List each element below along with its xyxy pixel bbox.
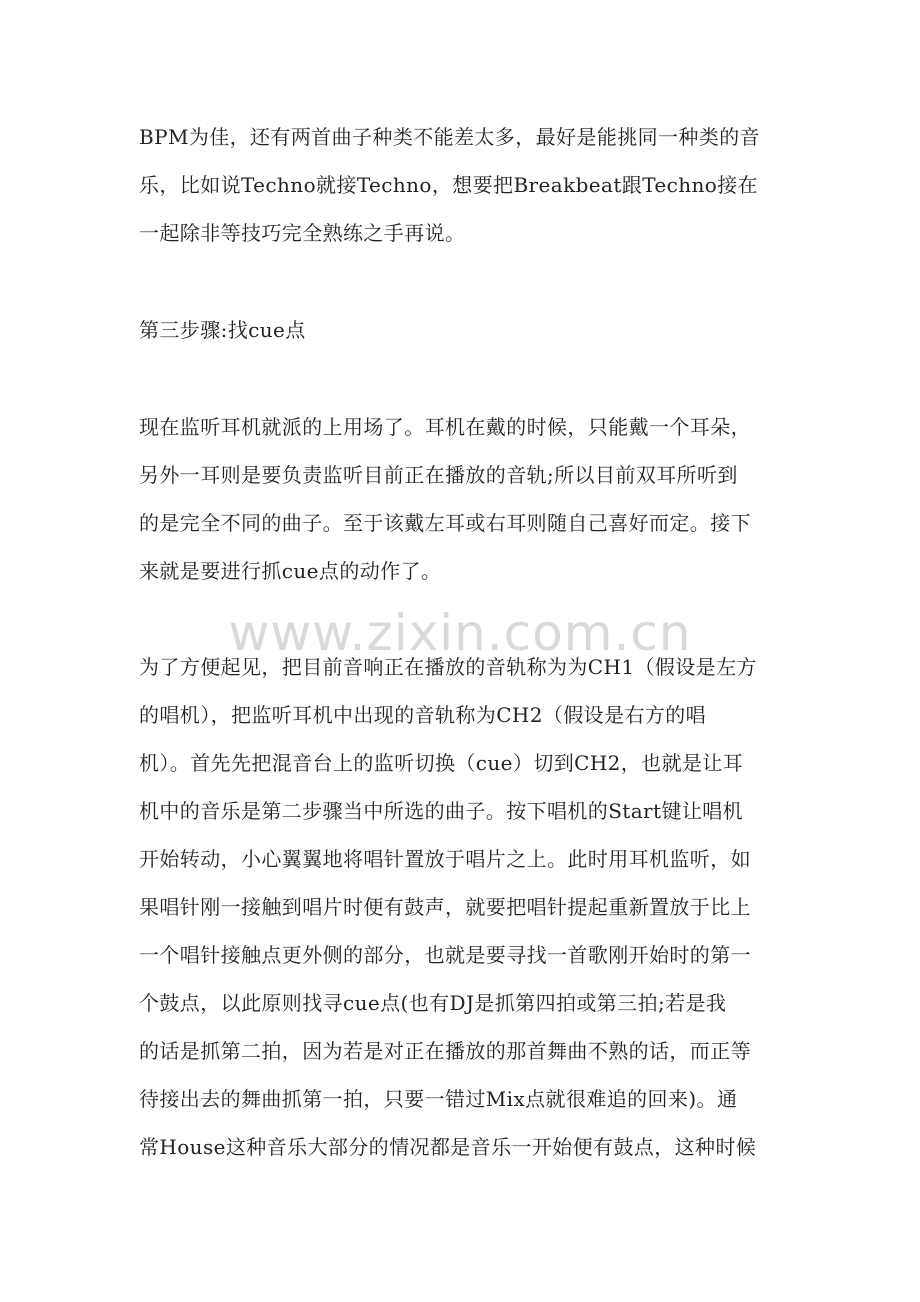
paragraph-3-line-7: 一个唱针接触点更外侧的部分，也就是要寻找一首歌刚开始时的第一 <box>139 943 751 967</box>
paragraph-3-line-6: 果唱针刚一接触到唱片时便有鼓声，就要把唱针提起重新置放于比上 <box>139 895 751 919</box>
paragraph-1-line-2: 乐，比如说Techno就接Techno，想要把Breakbeat跟Techno接在 <box>139 173 759 197</box>
paragraph-1-line-3: 一起除非等技巧完全熟练之手再说。 <box>139 221 466 245</box>
paragraph-3-line-11: 常House这种音乐大部分的情况都是音乐一开始便有鼓点，这种时候 <box>139 1135 757 1159</box>
paragraph-2-line-4: 来就是要进行抓cue点的动作了。 <box>139 559 442 583</box>
paragraph-3-line-5: 开始转动，小心翼翼地将唱针置放于唱片之上。此时用耳机监听，如 <box>139 847 751 871</box>
paragraph-1-line-1: BPM为佳，还有两首曲子种类不能差太多，最好是能挑同一种类的音 <box>139 125 761 149</box>
paragraph-2-line-1: 现在监听耳机就派的上用场了。耳机在戴的时候，只能戴一个耳朵， <box>139 415 751 439</box>
site-watermark: www.zixin.com.cn <box>228 604 692 662</box>
paragraph-2-line-3: 的是完全不同的曲子。至于该戴左耳或右耳则随自己喜好而定。接下 <box>139 511 751 535</box>
paragraph-3-line-9: 的话是抓第二拍，因为若是对正在播放的那首舞曲不熟的话，而正等 <box>139 1039 751 1063</box>
section-heading: 第三步骤:找cue点 <box>139 318 306 342</box>
paragraph-2-line-2: 另外一耳则是要负责监听目前正在播放的音轨;所以目前双耳所听到 <box>139 463 738 487</box>
paragraph-3-line-4: 机中的音乐是第二步骤当中所选的曲子。按下唱机的Start键让唱机 <box>139 799 744 823</box>
paragraph-3-line-1: 为了方便起见，把目前音响正在播放的音轨称为为CH1（假设是左方 <box>139 655 757 679</box>
paragraph-3-line-10: 待接出去的舞曲抓第一拍，只要一错过Mix点就很难追的回来)。通 <box>139 1087 738 1111</box>
paragraph-3-line-8: 个鼓点，以此原则找寻cue点(也有DJ是抓第四拍或第三拍;若是我 <box>139 991 727 1015</box>
paragraph-3-line-3: 机）。首先先把混音台上的监听切换（cue）切到CH2，也就是让耳 <box>139 751 744 775</box>
paragraph-3-line-2: 的唱机），把监听耳机中出现的音轨称为CH2（假设是右方的唱 <box>139 703 707 727</box>
